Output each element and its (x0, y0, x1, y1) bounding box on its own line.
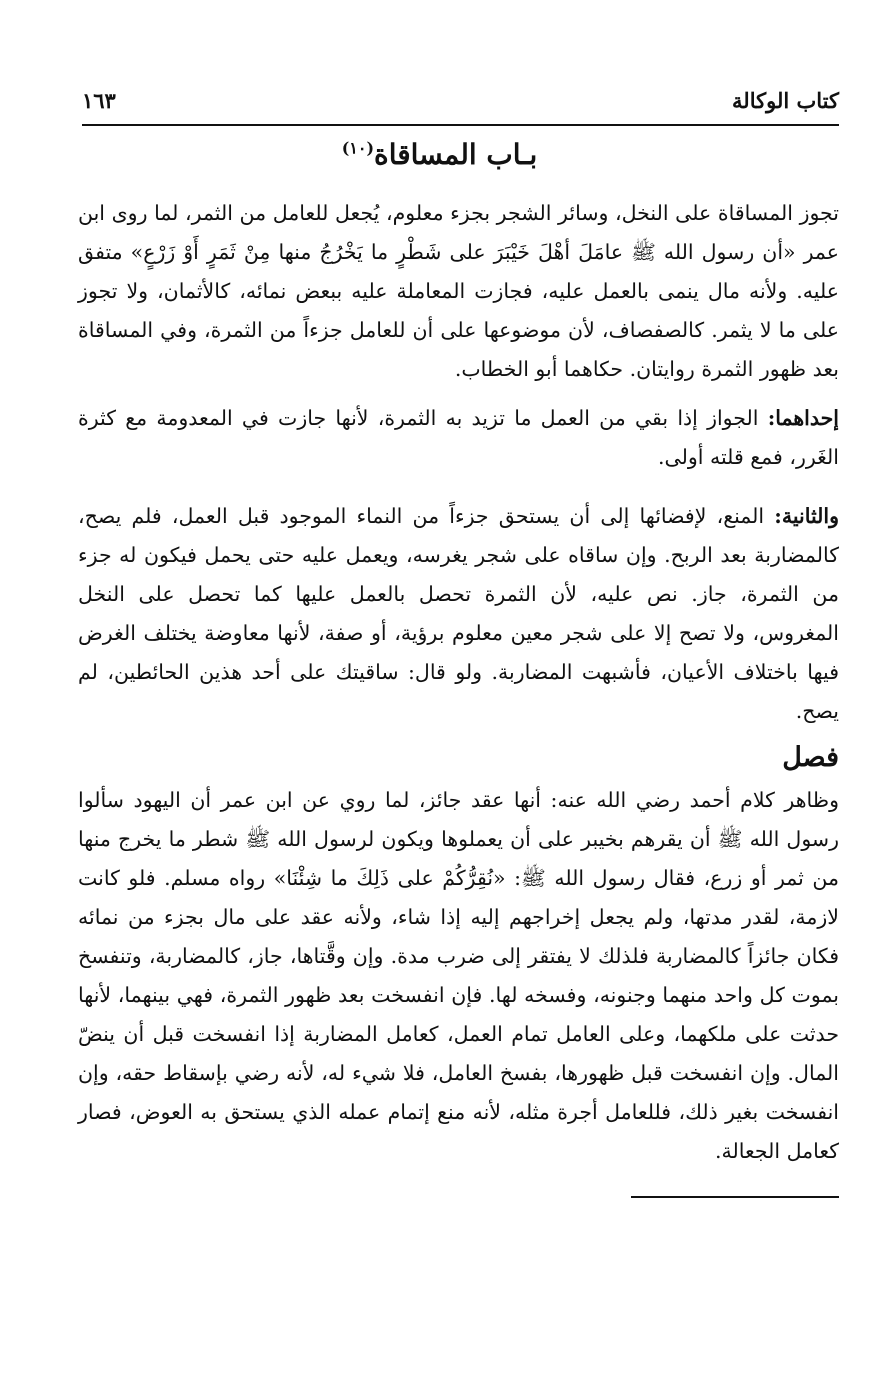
footnote-reference: (١٠) (341, 138, 375, 158)
second-narration-text: المنع، لإفضائها إلى أن يستحق جزءاً من النماء الموجود قبل العمل، فلم يصح، كالمضاربة بعد الربح. وإن ساقاه على شجر يغرسه، ويعمل عليه حتى يحمل فيكون له جزء من الثمرة، جاز. نص عليه، لأن الثمرة تحصل بالعمل عليها كما تحصل على النخل المغروس، ولا تصح إلا على شجر معين معلوم برؤية، أو صفة، لأنها معاوضة يختلف الغرض فيها باختلاف الأعيان، فأشبهت المضاربة. ولو قال: ساقيتك على أحد هذين الحائطين، لم يصح. (78, 504, 839, 723)
first-narration-text: الجواز إذا بقي من العمل ما تزيد به الثمرة، لأنها جازت في المعدومة مع كثرة الغَرر، فمع قلته أولى. (78, 406, 839, 469)
intro-paragraph: تجوز المساقاة على النخل، وسائر الشجر بجزء معلوم، يُجعل للعامل من الثمر، لما روى ابن عمر «أن رسول الله ﷺ عامَلَ أهْلَ خَيْبَرَ على شَطْرٍ ما يَخْرُجُ منها مِنْ ثَمَرٍ أَوْ زَرْعٍ» متفق عليه. ولأنه مال ينمى بالعمل عليه، فجازت المعاملة عليه ببعض نمائه، كالأثمان، ولا تجوز على ما لا يثمر. كالصفصاف، لأن موضوعها على أن للعامل جزءاً من الثمرة، وفي المساقاة بعد ظهور الثمرة روايتان. حكاهما أبو الخطاب. (78, 201, 839, 381)
second-narration-paragraph (78, 497, 839, 731)
running-header (82, 88, 839, 122)
chapter-title-text: بـاب المساقاة (374, 138, 538, 171)
page-number: ١٦٣ (82, 88, 116, 113)
book-title: كتاب الوكالة (732, 88, 839, 113)
section-paragraph: وظاهر كلام أحمد رضي الله عنه: أنها عقد جائز، لما روي عن ابن عمر أن اليهود سألوا رسول الله ﷺ أن يقرهم بخيبر على أن يعملوها ويكون لرسول الله ﷺ شطر ما يخرج منها من ثمر أو زرع، فقال رسول الله ﷺ: «نُقِرُّكُمْ على ذَلِكَ ما شِئْنَا» رواه مسلم. فلو كانت لازمة، لقدر مدتها، ولم يجعل إخراجهم إليه إذا شاء، ولأنه عقد على مال بجزء من نمائه فكان جائزاً كالمضاربة فلذلك لا يفتقر إلى ضرب مدة. وإن وقَّتاها، جاز، كالمضاربة، وتنفسخ بموت كل واحد منهما وجنونه، وفسخه لها. فإن انفسخت بعد ظهور الثمرة، فهي بينهما، لأنها حدثت على ملكهما، وعلى العامل تمام العمل، كعامل المضاربة إذا انفسخت قبل أن ينضّ المال. وإن انفسخت قبل ظهورها، بفسخ العامل، فلا شيء له، لأنه رضي بإسقاط حقه، وإن انفسخت بغير ذلك، فللعامل أجرة مثله، لأنه منع إتمام عمله الذي يستحق به العوض، فصار كعامل الجعالة. (78, 788, 839, 1163)
header-rule (82, 124, 839, 126)
footnote-rule (631, 1196, 839, 1198)
first-narration-lead: إحداهما: (767, 406, 839, 430)
section-heading: فصل (782, 742, 839, 773)
chapter-title (0, 138, 879, 171)
first-narration-paragraph (78, 399, 839, 477)
second-narration-lead: والثانية: (774, 504, 839, 528)
